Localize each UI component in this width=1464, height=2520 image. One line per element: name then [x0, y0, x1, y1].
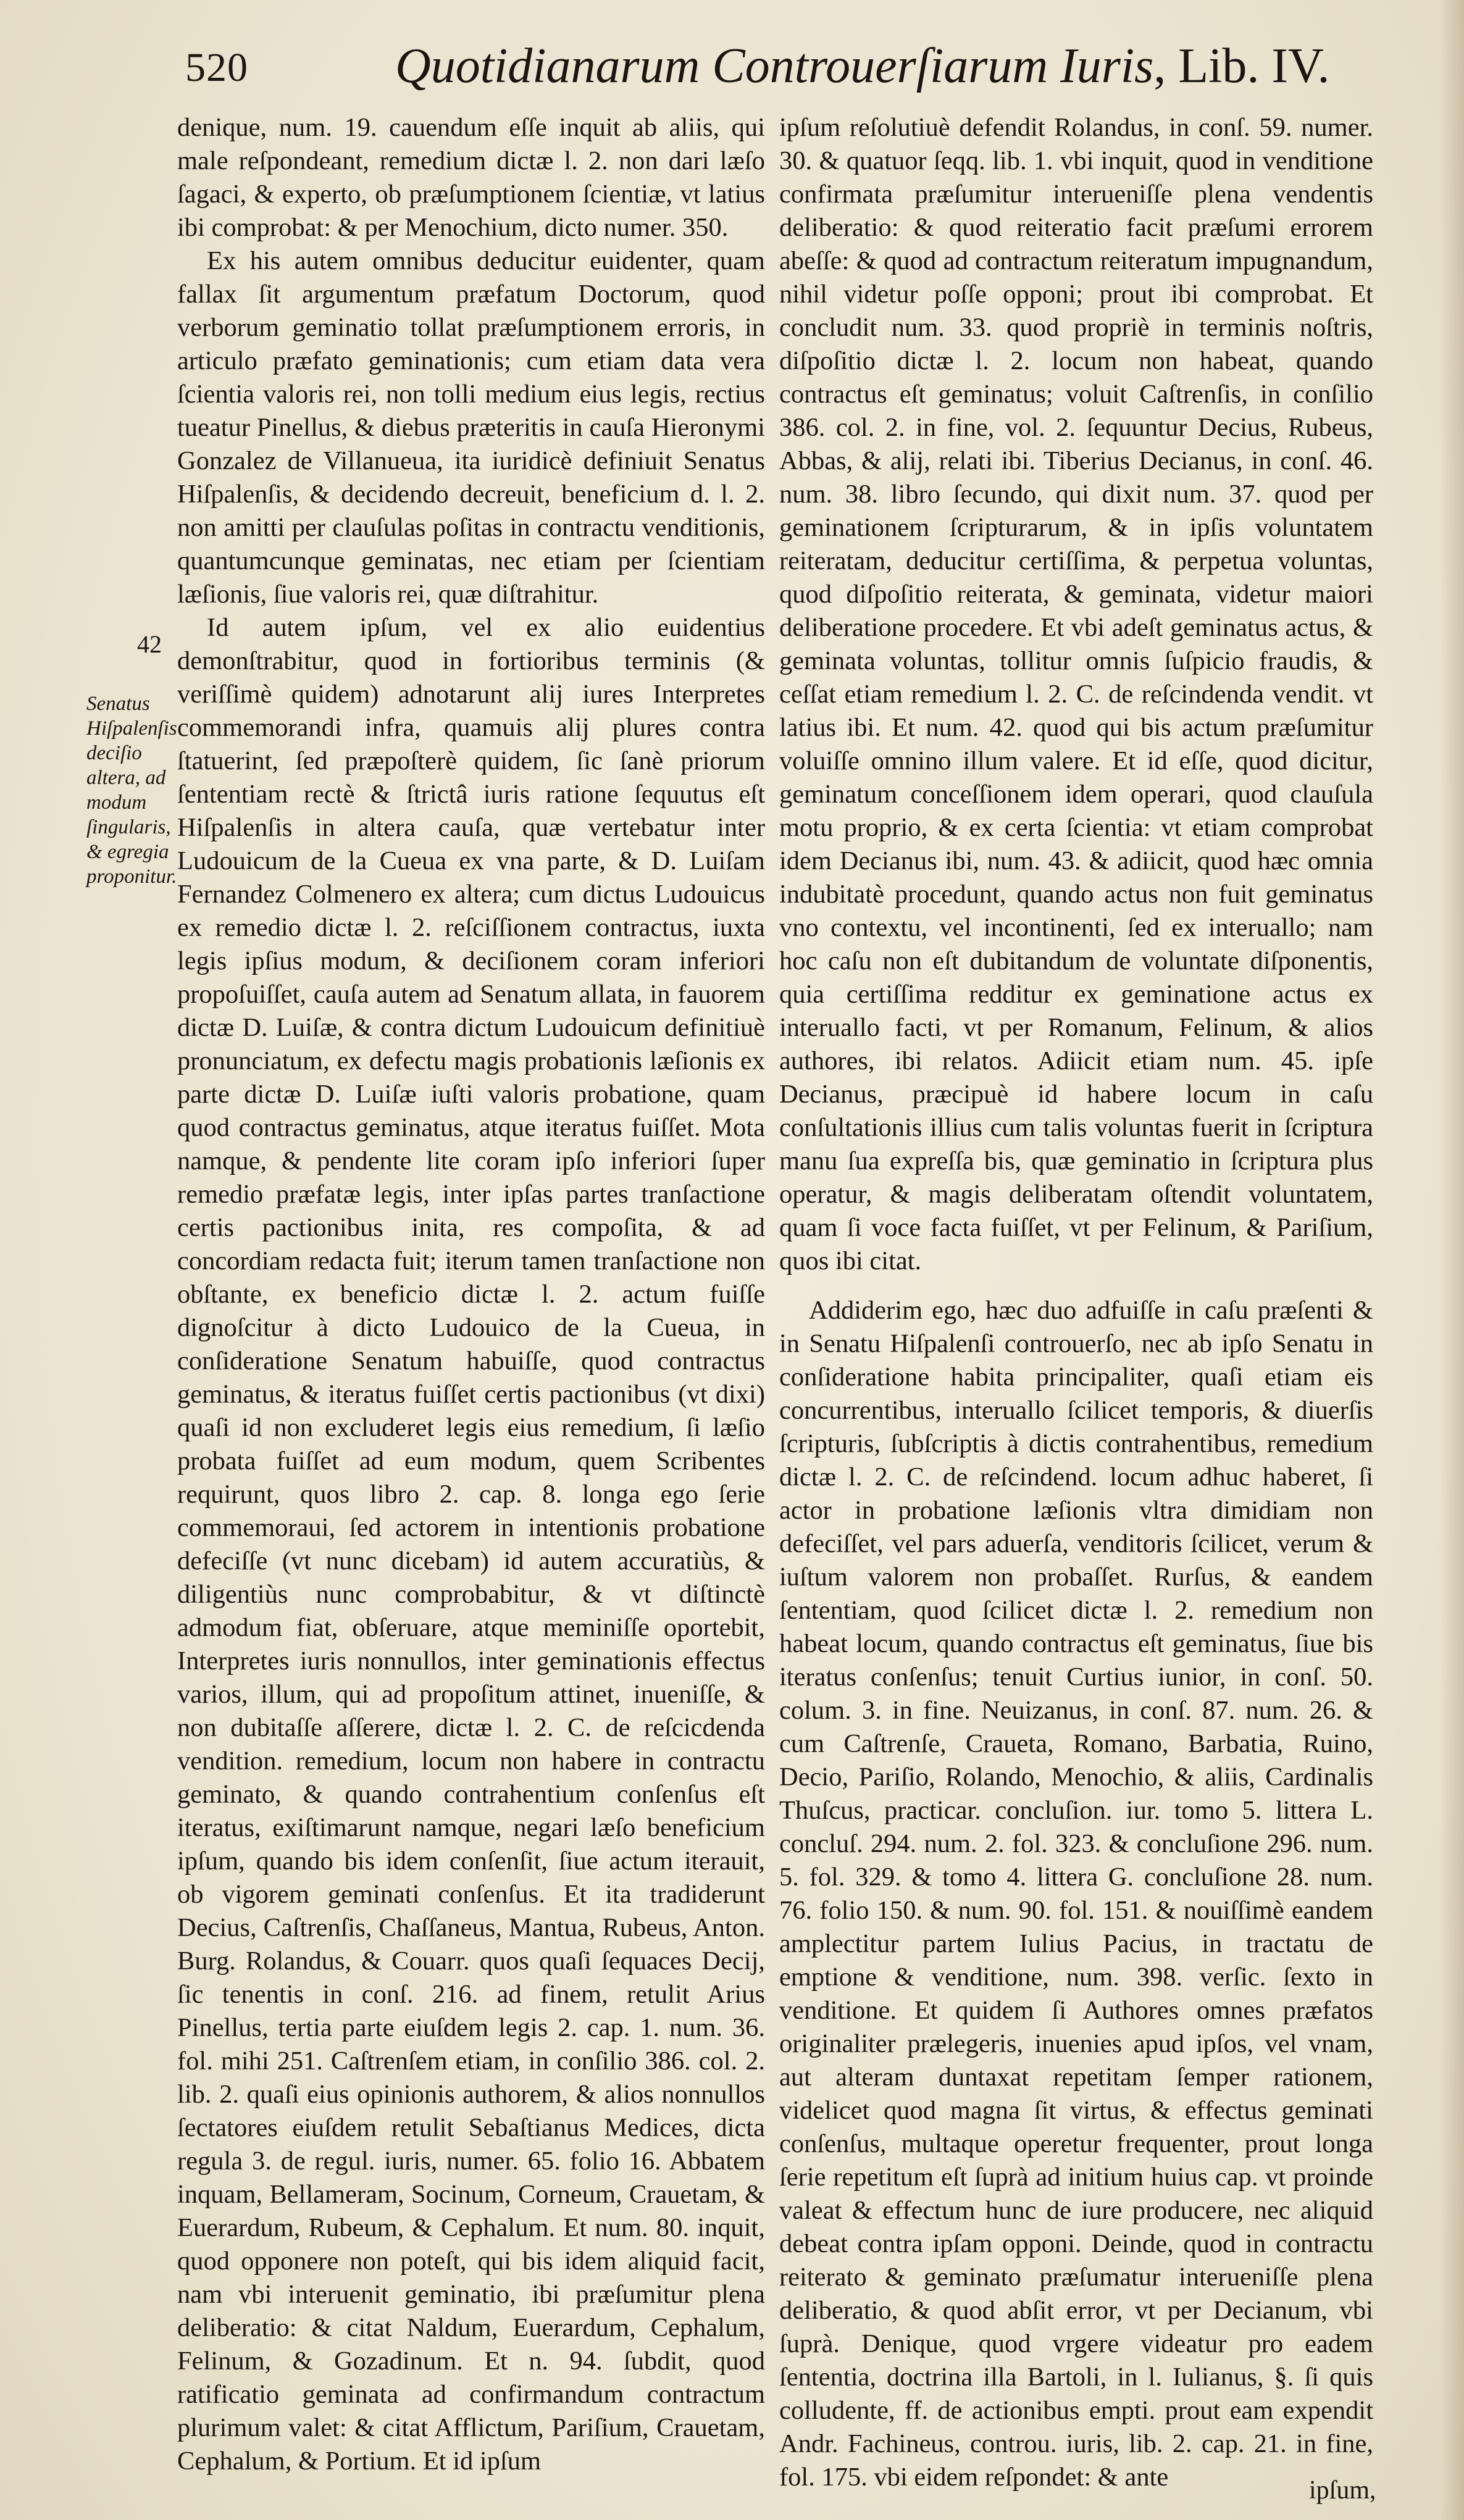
right-column: [779, 111, 1373, 2494]
left-paragraph: denique, num. 19. cauendum eſſe inquit ab aliis, qui male reſpondeant, remedium dictæ l. 2. non dari læſo ſagaci, & experto, ob præſumptionem ſcientiæ, vt latius ibi comprobat: & per Menochium, dicto numer. 350.: [177, 113, 765, 242]
right-paragraph: Addiderim ego, hæc duo adfuiſſe in caſu præſenti & in Senatu Hiſpalenſi controuerſo, nec ab ipſo Senatu in conſideratione habita principaliter, quaſi etiam eis concurrentibus, interuallo ſcilicet temporis, & diuerſis ſcripturis, ſubſcriptis à dictis contrahentibus, remedium dictæ l. 2. C. de reſcindend. locum adhuc haberet, ſi actor in probatione læſionis vltra dimidiam non defeciſſet, vel pars aduerſa, venditoris ſcilicet, verum & iuſtum valorem non probaſſet. Rurſus, & eandem ſententiam, quod ſcilicet dictæ l. 2. remedium non habeat locum, quando contractus eſt geminatus, ſiue bis iteratus conſenſus; tenuit Curtius iunior, in conſ. 50. colum. 3. in fine. Neuizanus, in conſ. 87. num. 26. & cum Caſtrenſe, Craueta, Romano, Barbatia, Ruino, Decio, Pariſio, Rolando, Menochio, & aliis, Cardinalis Thuſcus, practicar. concluſion. iur. tomo 5. littera L. concluſ. 294. num. 2. fol. 323. & concluſione 296. num. 5. fol. 329. & tomo 4. littera G. concluſione 28. num. 76. folio 150. & num. 90. fol. 151. & nouiſſimè eandem amplectitur partem Iulius Pacius, in tractatu de emptione & venditione, num. 398. verſic. ſexto in venditione. Et quidem ſi Authores omnes præfatos originaliter prælegeris, inuenies apud ipſos, vel vnam, aut alteram duntaxat repetitam ſemper rationem, videlicet quod magna ſit virtus, & effectus geminati conſenſus, multaque operetur frequenter, prout longa ſerie repetitum eſt ſuprà ad initium huius cap. vt proinde valeat & effectum hunc de iure producere, nec aliquid debeat contra ipſam opponi. Deinde, quod in contractu reiterato & geminato præſumatur interueniſſe plena deliberatio, & quod abſit error, vt per Decianum, vbi ſuprà. Denique, quod vrgere videatur pro eadem ſententia, doctrina illa Bartoli, in l. Iulianus, §. ſi quis colludente, ff. de actionibus empti. prout eam expendit Andr. Fachineus, controu. iuris, lib. 2. cap. 21. in fine, fol. 175. vbi eidem reſpondet: & ante: [779, 1296, 1373, 2492]
running-title-text: Quotidianarum Controuerſiarum Iuris: [395, 39, 1154, 93]
left-paragraph: Id autem ipſum, vel ex alio euidentius demonſtrabitur, quod in fortioribus terminis (& veriſſimè quidem) adnotarunt alij iures Interpretes commemorandi infra, quamuis alij plures contra ſtatuerint, ſed præpoſterè quidem, ſic ſanè priorum ſententiam rectè & ſtrictâ iuris ratione ſequutus eſt Hiſpalenſis in altera cauſa, quæ vertebatur inter Ludouicum de la Cueua ex vna parte, & D. Luiſam Fernandez Colmenero ex altera; cum dictus Ludouicus ex remedio dictæ l. 2. reſciſſionem contractus, iuxta legis ipſius modum, & deciſionem coram inferiori propoſuiſſet, cauſa autem ad Senatum allata, in fauorem dictæ D. Luiſæ, & contra dictum Ludouicum definitiuè pronunciatum, ex defectu magis probationis læſionis ex parte dictæ D. Luiſæ iuſti valoris probatione, quam quod contractus geminatus, atque iteratus fuiſſet. Mota namque, & pendente lite coram ipſo inferiori ſuper remedio præfatæ legis, inter ipſas partes tranſactione certis pactionibus inita, res compoſita, & ad concordiam redacta fuit; iterum tamen tranſactione non obſtante, ex beneficio dictæ l. 2. actum fuiſſe dignoſcitur à dicto Ludouico de la Cueua, in conſideratione Senatum habuiſſe, quod contractus geminatus, & iteratus fuiſſet certis pactionibus (vt dixi) quaſi id non excluderet legis eius remedium, ſi læſio probata fuiſſet ad eum modum, quem Scribentes requirunt, quos libro 2. cap. 8. longa ego ſerie commemoraui, ſed actorem in intentionis probatione defeciſſe (vt nunc dicebam) id autem accuratiùs, & diligentiùs nunc comprobabitur, & vt diſtinctè admodum fiat, obſeruare, atque meminiſſe oportebit, Interpretes iuris nonnullos, inter geminationis effectus varios, illum, qui ad propoſitum attinet, inueniſſe, & non dubitaſſe aſſerere, dictæ l. 2. C. de reſcicdenda vendition. remedium, locum non habere in contractu geminato, & quando contrahentium conſenſus eſt iteratus, exiſtimarunt namque, negari læſo beneficium ipſum, quando bis idem conſenſit, ſiue actum iterauit, ob vigorem geminati conſenſus. Et ita tradiderunt Decius, Caſtrenſis, Chaſſaneus, Mantua, Rubeus, Anton. Burg. Rolandus, & Couarr. quos quaſi ſequaces Decij, ſic tenentis in conſ. 216. ad finem, retulit Arius Pinellus, tertia parte eiuſdem legis 2. cap. 1. num. 36. fol. mihi 251. Caſtrenſem etiam, in conſilio 386. col. 2. lib. 2. quaſi eius opinionis authorem, & alios nonnullos ſectatores eiuſdem retulit Sebaſtianus Medices, dicta regula 3. de regul. iuris, numer. 65. folio 16. Abbatem inquam, Bellameram, Socinum, Corneum, Crauetam, & Euerardum, Rubeum, & Cephalum. Et num. 80. inquit, quod opponere non poteſt, qui bis idem aliquid facit, nam vbi interuenit geminatio, ibi præſumitur plena deliberatio: & citat Naldum, Euerardum, Cephalum, Felinum, & Gozadinum. Et n. 94. ſubdit, quod ratificatio geminata ad confirmandum contractum plurimum valet: & citat Afflictum, Pariſium, Crauetam, Cephalum, & Portium. Et id ipſum: [177, 613, 765, 2476]
marginal-note: Senatus Hiſpalenſis deciſio altera, ad modum ſingularis, & egregia proponitur.: [86, 693, 177, 888]
margin-number: 42: [137, 630, 162, 658]
right-paragraph: ipſum reſolutiuè defendit Rolandus, in conſ. 59. numer. 30. & quatuor ſeqq. lib. 1. vbi inquit, quod in venditione confirmata præſumitur interueniſſe plena vendentis deliberatio: & quod reiteratio facit præſumi errorem abeſſe: & quod ad contractum reiteratum impugnandum, nihil videtur poſſe opponi; prout ibi comprobat. Et concludit num. 33. quod propriè in terminis noſtris, diſpoſitio dictæ l. 2. locum non habeat, quando contractus eſt geminatus; voluit Caſtrenſis, in conſilio 386. col. 2. in fine, vol. 2. ſequuntur Decius, Rubeus, Abbas, & alij, relati ibi. Tiberius Decianus, in conſ. 46. num. 38. libro ſecundo, qui dixit num. 37. quod per geminationem ſcripturarum, & in ipſis voluntatem reiteratam, deducitur certiſſima, & perpetua voluntas, quod diſpoſitio reiterata, & geminata, videtur maiori deliberatione procedere. Et vbi adeſt geminatus actus, & geminata voluntas, tollitur omnis ſuſpicio fraudis, & ceſſat etiam remedium l. 2. C. de reſcindenda vendit. vt latius ibi. Et num. 42. quod qui bis actum præſumitur voluiſſe omnino illum valere. Et id eſſe, quod dicitur, geminatum conceſſionem idem operari, quod clauſula motu proprio, & ex certa ſcientia: vt etiam comprobat idem Decianus ibi, num. 43. & adiicit, quod hæc omnia indubitatè procedunt, quando actus non fuit geminatus vno contextu, vel incontinenti, ſed ex interuallo; nam hoc caſu non eſt dubitandum de voluntate diſponentis, quia certiſſima redditur ex geminatione actus ex interuallo facti, vt per Romanum, Felinum, & alios authores, ibi relatos. Adiicit etiam num. 45. ipſe Decianus, præcipuè id habere locum in caſu conſultationis illius cum talis voluntas fuerit in ſcriptura manu ſua expreſſa bis, quæ geminatio in ſcriptura plus operatur, & magis deliberatam oſtendit voluntatem, quam ſi voce facta fuiſſet, vt per Felinum, & Pariſium, quos ibi citat.: [779, 113, 1373, 1275]
page-number: 520: [185, 45, 248, 90]
left-paragraph: Ex his autem omnibus deducitur euidenter, quam fallax ſit argumentum præfatum Doctorum, quod verborum geminatio tollat præſumptionem erroris, in articulo præfato geminationis; cum etiam data vera ſcientia valoris rei, non tolli medium eius legis, rectius tueatur Pinellus, & diebus præteritis in cauſa Hieronymi Gonzalez de Villanueua, ita iuridicè definiuit Senatus Hiſpalenſis, & decidendo decreuit, beneficium d. l. 2. non amitti per clauſulas poſitas in contractu venditionis, quantumcunque geminatas, nec etiam per ſcientiam læſionis, ſiue valoris rei, quæ diſtrahitur.: [177, 246, 765, 609]
left-column: [177, 111, 765, 2478]
book-number: , Lib. IV.: [1153, 39, 1330, 93]
page-edge-shadow: [1439, 0, 1464, 2520]
catchword: ipſum,: [1309, 2476, 1376, 2505]
running-title: [395, 38, 1414, 94]
page-header: [185, 38, 1420, 106]
